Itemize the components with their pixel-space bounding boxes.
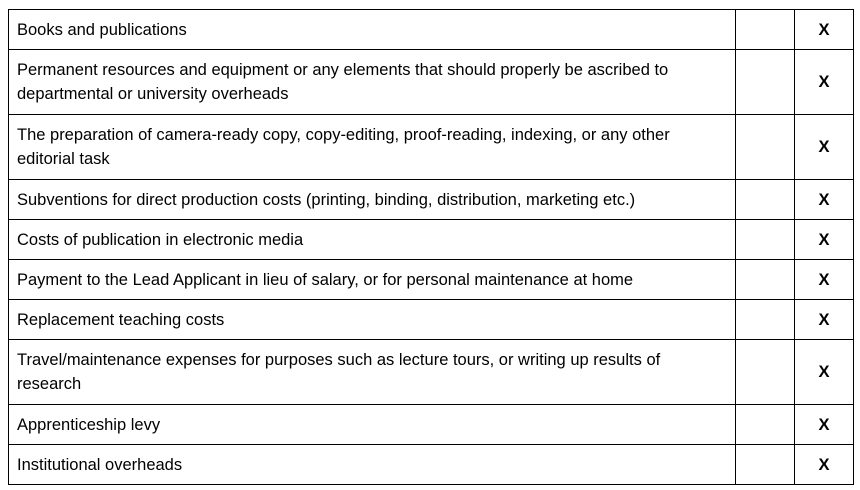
cost-description: Costs of publication in electronic media bbox=[9, 220, 736, 260]
cost-description: The preparation of camera-ready copy, copy-editing, proof-reading, indexing, or any other editorial task bbox=[9, 115, 736, 180]
table-row bbox=[9, 10, 854, 50]
cost-description: Permanent resources and equipment or any elements that should properly be ascribed to departmental or university overheads bbox=[9, 50, 736, 115]
table-row bbox=[9, 445, 854, 485]
table-row bbox=[9, 220, 854, 260]
table-row bbox=[9, 340, 854, 405]
table-row bbox=[9, 50, 854, 115]
table-row bbox=[9, 115, 854, 180]
cost-description: Apprenticeship levy bbox=[9, 405, 736, 445]
table-body bbox=[9, 10, 854, 485]
ineligible-mark: X bbox=[795, 260, 854, 300]
eligible-mark bbox=[736, 405, 795, 445]
ineligible-mark: X bbox=[795, 50, 854, 115]
eligible-mark bbox=[736, 220, 795, 260]
table-row bbox=[9, 180, 854, 220]
ineligible-mark: X bbox=[795, 340, 854, 405]
ineligible-mark: X bbox=[795, 445, 854, 485]
ineligible-mark: X bbox=[795, 220, 854, 260]
eligible-mark bbox=[736, 300, 795, 340]
cost-description: Subventions for direct production costs (printing, binding, distribution, marketing etc.) bbox=[9, 180, 736, 220]
ineligible-mark: X bbox=[795, 180, 854, 220]
table-row bbox=[9, 260, 854, 300]
cost-description: Payment to the Lead Applicant in lieu of salary, or for personal maintenance at home bbox=[9, 260, 736, 300]
ineligible-mark: X bbox=[795, 115, 854, 180]
eligible-mark bbox=[736, 260, 795, 300]
eligible-mark bbox=[736, 50, 795, 115]
table-row bbox=[9, 300, 854, 340]
cost-description: Replacement teaching costs bbox=[9, 300, 736, 340]
eligible-mark bbox=[736, 10, 795, 50]
eligible-mark bbox=[736, 445, 795, 485]
cost-eligibility-table bbox=[8, 9, 854, 485]
ineligible-mark: X bbox=[795, 10, 854, 50]
cost-description: Books and publications bbox=[9, 10, 736, 50]
table-row bbox=[9, 405, 854, 445]
eligible-mark bbox=[736, 340, 795, 405]
cost-description: Institutional overheads bbox=[9, 445, 736, 485]
ineligible-mark: X bbox=[795, 405, 854, 445]
cost-description: Travel/maintenance expenses for purposes such as lecture tours, or writing up results of research bbox=[9, 340, 736, 405]
eligible-mark bbox=[736, 180, 795, 220]
ineligible-mark: X bbox=[795, 300, 854, 340]
eligible-mark bbox=[736, 115, 795, 180]
